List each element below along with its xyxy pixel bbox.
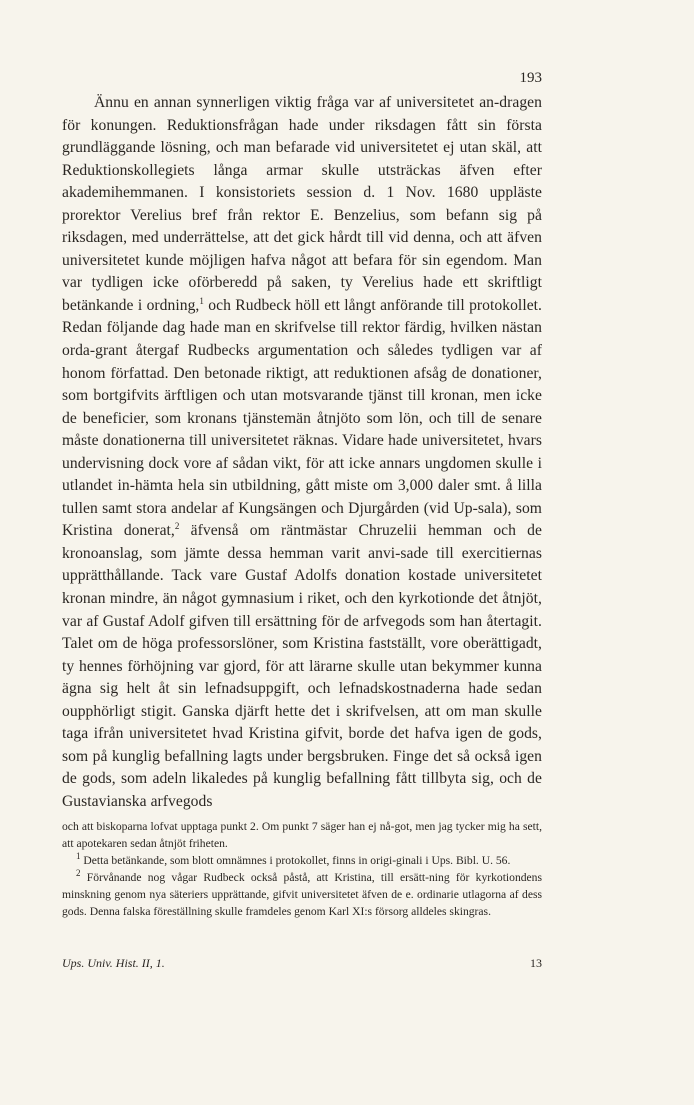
body-text (62, 92, 542, 814)
body-segment-2: och Rudbeck höll ett långt anförande till protokollet. Redan följande dag hade man en skrifvelse till rektor färdig, hvilken nästan orda-grant återgaf Rudbecks argumentation och således tydligen var af honom författad. Den betonade riktigt, att reduktionen afsåg de donationer, som bortgifvits ärftligen och utan motsvarande tjänst till kronan, men icke de beneficier, som kronans tjänstemän åtnjöto som lön, och till de senare måste donationerna till universitetet räknas. Vidare hade universitetet, hvars undervisning dock vore af sådan vikt, för att icke annars ungdomen skulle i utlandet in-hämta hela sin utbildning, gått miste om 3,000 daler smt. å lilla tullen samt stora andelar af Kungsängen och Djurgården (vid Up-sala), som Kristina donerat, (62, 296, 543, 540)
page-number: 193 (519, 70, 542, 86)
footnote-mark-2: 2 (76, 868, 81, 879)
body-segment-1: Ännu en annan synnerligen viktig fråga var af universitetet an-dragen för konungen. Reduktionsfrågan hade under riksdagen fått sin första grundläggande lösning, och man befarade vid universitetet ej utan skäl, att Reduktionskollegiets långa armar skulle utsträckas äfven efter akademihemmanen. I konsistoriets session d. 1 Nov. 1680 uppläste prorektor Verelius bref från rektor E. Benzelius, som befann sig på riksdagen, med underrättelse, att det gick hårdt till vid denna, och att äfven universitetet kunde möjligen hafva något att befara för sin egendom. Man var tydligen icke oförberedd på saken, ty Verelius hade ett skriftligt betänkande i ordning, (62, 94, 542, 314)
footnote-ref-2: 2 (174, 521, 180, 532)
body-paragraph (62, 92, 542, 814)
signature-left: Ups. Univ. Hist. II, 1. (62, 956, 165, 970)
signature-number: 13 (530, 956, 542, 970)
body-segment-3: äfvenså om räntmästar Chruzelii hemman och de kronoanslag, som jämte dessa hemman varit anvi-sade till exercitiernas upprätthållande. Tack vare Gustaf Adolfs donation kostade universitetet kronan mindre, än något gymnasium i riket, och den kyrkotionde det åtnjöt, var af Gustaf Adolf gifven till ersättning för de arfvegods som han återtagit. Talet om de höga professorslöner, som Kristina fastställt, vore oberättigadt, ty hennes förhöjning var gjord, för att lärarne skulle utan bekymmer kunna ägna sig helt åt sin lefnadsuppgift, och lefnadskostnaderna hade sedan oupphörligt stigit. Ganska djärft hette det i skrifvelsen, att om man skulle taga ifrån universitetet hvad Kristina gifvit, borde det hafva igen de gods, som på kunglig befallning lagts under bergsbruken. Finge det så också igen de gods, som adeln likaledes på kunglig befallning fått tillbyta sig, och de Gustavianska arfvegods (62, 522, 542, 810)
footnote-continuation: och att biskoparna lofvat upptaga punkt 2. Om punkt 7 säger han ej nå-got, men jag tycker mig ha sett, att apotekaren sedan åtnjöt friheten. (62, 820, 542, 851)
footnote-1 (62, 852, 542, 869)
footnote-text-2: Förvånande nog vågar Rudbeck också påstå, att Kristina, till ersätt-ning för kyrkotiondens minskning genom nya säteriers upprättande, gifvit universitetet äfven de e. ordinarie utlagorna af dess gods. Denna falska föreställning skulle framdeles genom Karl XI:s försorg alldeles skingras. (62, 871, 542, 919)
footnotes (62, 818, 542, 921)
footnote-ref-1: 1 (199, 295, 204, 306)
footnote-2 (62, 869, 542, 920)
signature-line (62, 956, 542, 971)
footnote-text-1: Detta betänkande, som blott omnämnes i protokollet, finns in origi-ginali i Ups. Bibl. U. 56. (80, 854, 511, 868)
footnote-mark-1: 1 (76, 851, 81, 862)
